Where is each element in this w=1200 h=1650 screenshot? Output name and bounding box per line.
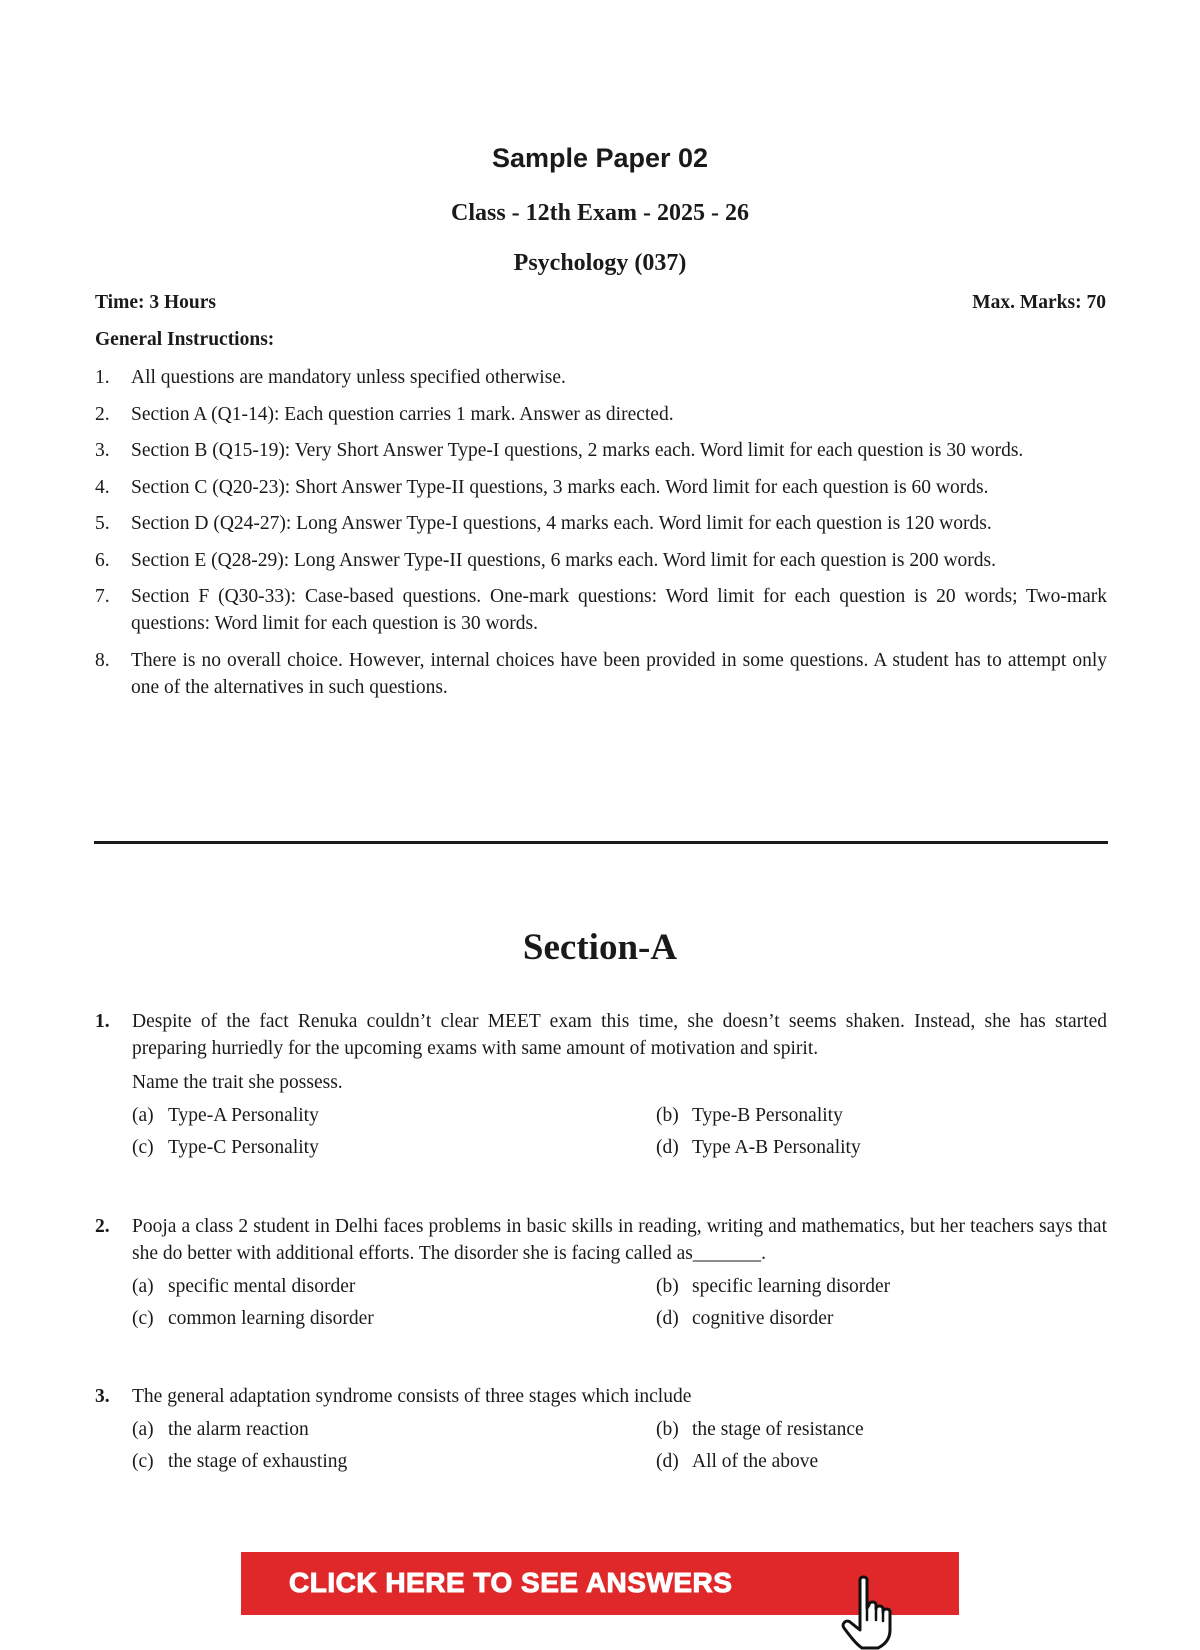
instruction-number: 3. [95, 440, 110, 461]
option-text: All of the above [692, 1451, 819, 1472]
instructions-heading: General Instructions: [95, 329, 275, 350]
option-text: Type A-B Personality [692, 1137, 861, 1158]
option-text: Type-C Personality [168, 1137, 319, 1158]
instructions-list [95, 364, 1107, 710]
section-divider [94, 841, 1108, 844]
option-d [656, 1134, 1107, 1161]
max-marks-label: Max. Marks: 70 [972, 292, 1106, 313]
option-c [132, 1305, 656, 1332]
option-text: specific learning disorder [692, 1276, 891, 1297]
instruction-number: 2. [95, 403, 110, 425]
option-text: the stage of resistance [692, 1419, 864, 1440]
instruction-number: 6. [95, 549, 110, 571]
instruction-item [95, 510, 1107, 537]
instruction-text: Section A (Q1-14): Each question carries 1 mark. Answer as directed. [131, 403, 674, 425]
option-b [656, 1416, 1107, 1443]
instruction-text: Section B (Q15-19): Very Short Answer Type-I questions, 2 marks each. Word limit for each question is 30 words. [131, 440, 1024, 461]
option-text: the alarm reaction [168, 1419, 309, 1440]
option-text: Type-A Personality [168, 1105, 319, 1126]
class-exam-heading: Class - 12th Exam - 2025 - 26 [451, 200, 749, 226]
see-answers-label: CLICK HERE TO SEE ANSWERS [289, 1567, 733, 1598]
question-text: The general adaptation syndrome consists of three stages which include [132, 1386, 692, 1407]
option-label: (b) [656, 1276, 679, 1297]
question-text: Pooja a class 2 student in Delhi faces problems in basic skills in reading, writing and mathematics, but her teachers says that she do better with additional efforts. The disorder she is facing called as_______. [132, 1216, 1107, 1264]
option-label: (a) [132, 1105, 154, 1126]
option-label: (a) [132, 1276, 154, 1297]
pointing-hand-icon[interactable] [838, 1574, 908, 1650]
instruction-number: 4. [95, 476, 110, 498]
instruction-number: 8. [95, 649, 110, 671]
option-label: (d) [656, 1137, 679, 1158]
option-text: common learning disorder [168, 1308, 374, 1329]
options-grid [95, 1102, 1107, 1161]
option-d [656, 1305, 1107, 1332]
option-label: (b) [656, 1105, 679, 1126]
instruction-text: There is no overall choice. However, internal choices have been provided in some questions. A student has to attempt only one of the alternatives in such questions. [131, 649, 1107, 698]
question-number: 3. [95, 1386, 110, 1407]
question-prompt: Name the trait she possess. [132, 1072, 343, 1093]
time-label: Time: 3 Hours [95, 292, 216, 313]
instruction-item [95, 364, 1107, 391]
instruction-text: Section C (Q20-23): Short Answer Type-II questions, 3 marks each. Word limit for each question is 60 words. [131, 476, 989, 498]
instruction-text: Section F (Q30-33): Case-based questions. One-mark questions: Word limit for each question is 20 words; Two-mark questions: Word limit for each question is 30 words. [131, 586, 1107, 634]
question-number: 1. [95, 1011, 110, 1032]
option-c [132, 1448, 656, 1475]
option-b [656, 1273, 1107, 1300]
option-a [132, 1416, 656, 1443]
option-a [132, 1273, 656, 1300]
option-text: specific mental disorder [168, 1276, 356, 1297]
instruction-item [95, 401, 1107, 428]
question-1 [95, 1008, 1107, 1161]
instruction-item [95, 647, 1107, 701]
options-grid [95, 1273, 1107, 1332]
option-c [132, 1134, 656, 1161]
instruction-number: 1. [95, 367, 110, 388]
instruction-text: Section E (Q28-29): Long Answer Type-II questions, 6 marks each. Word limit for each question is 200 words. [131, 549, 997, 571]
instruction-item [95, 474, 1107, 501]
option-text: Type-B Personality [692, 1105, 843, 1126]
option-d [656, 1448, 1107, 1475]
instruction-item [95, 547, 1107, 574]
option-label: (d) [656, 1451, 679, 1472]
section-title: Section-A [522, 927, 678, 968]
option-text: cognitive disorder [692, 1308, 834, 1329]
option-label: (c) [132, 1137, 154, 1158]
paper-title: Sample Paper 02 [491, 143, 709, 173]
question-2 [95, 1213, 1107, 1332]
option-label: (b) [656, 1419, 679, 1440]
question-number: 2. [95, 1216, 110, 1237]
options-grid [95, 1416, 1107, 1475]
option-label: (c) [132, 1451, 154, 1472]
option-label: (d) [656, 1308, 679, 1329]
option-label: (a) [132, 1419, 154, 1440]
question-text: Despite of the fact Renuka couldn’t clear MEET exam this time, she doesn’t seems shaken. Instead, she has started preparing hurriedly for the upcoming exams with same amount of motivation and spirit. [132, 1011, 1107, 1059]
instruction-number: 7. [95, 586, 110, 607]
instruction-item [95, 437, 1107, 464]
option-label: (c) [132, 1308, 154, 1329]
instruction-item [95, 583, 1107, 637]
option-a [132, 1102, 656, 1129]
instruction-text: Section D (Q24-27): Long Answer Type-I questions, 4 marks each. Word limit for each question is 120 words. [131, 513, 992, 534]
instruction-text: All questions are mandatory unless specified otherwise. [131, 367, 566, 388]
option-b [656, 1102, 1107, 1129]
instruction-number: 5. [95, 513, 110, 534]
option-text: the stage of exhausting [168, 1451, 348, 1472]
subject-heading: Psychology (037) [513, 250, 687, 276]
question-3 [95, 1383, 1107, 1475]
